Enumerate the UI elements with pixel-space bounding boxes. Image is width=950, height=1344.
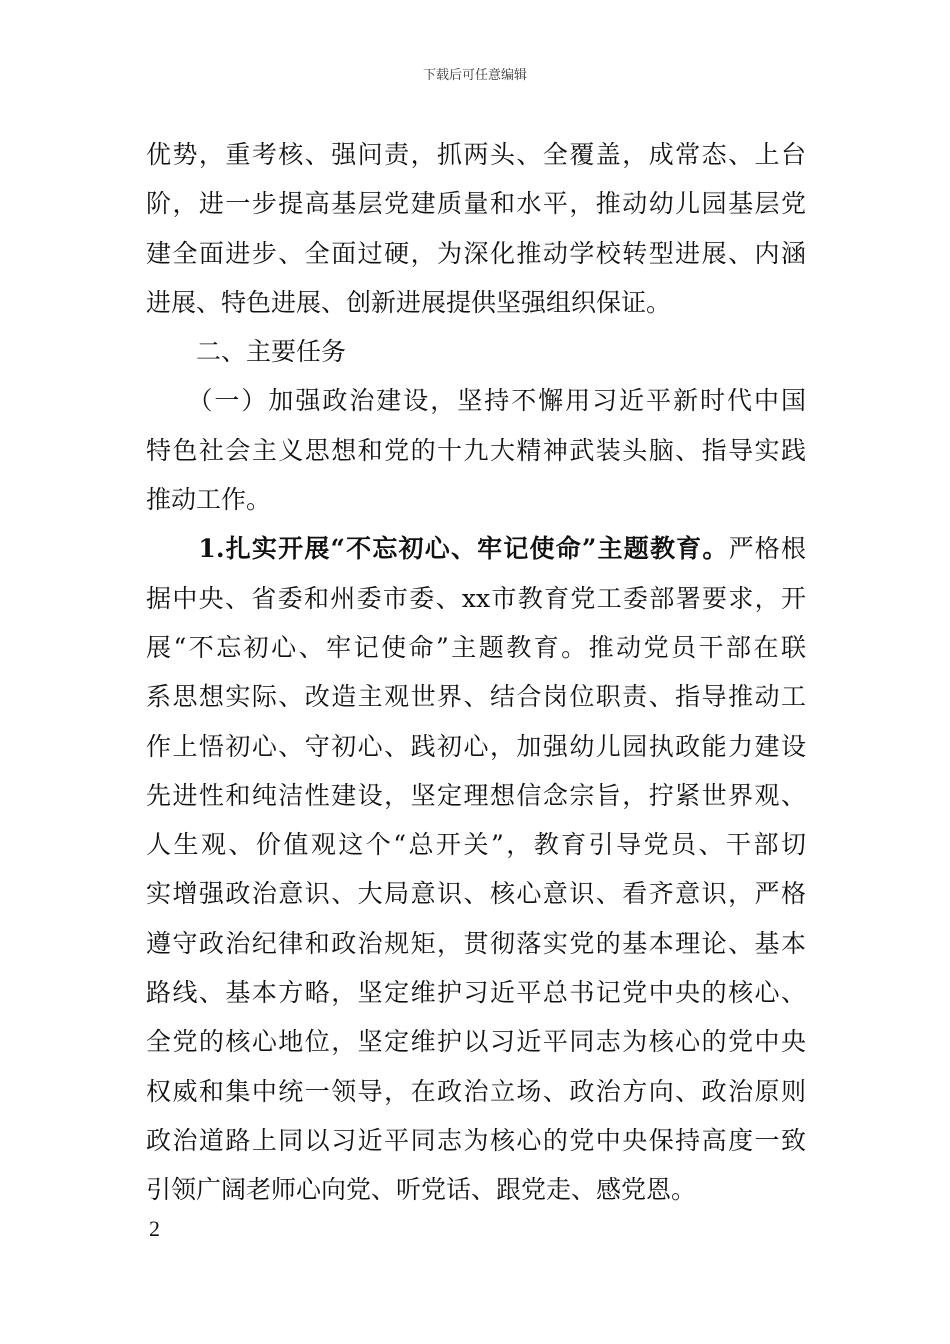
text-line: 阶，进一步提高基层党建质量和水平，推动幼儿园基层党	[146, 189, 806, 219]
text-line: （一）加强政治建设，坚持不懈用习近平新时代中国	[146, 386, 806, 416]
page-number: 2	[149, 1216, 160, 1241]
lead-tail: 严格根	[728, 534, 806, 564]
section-heading: 二、主要任务	[146, 337, 347, 367]
text-line: 全党的核心地位，坚定维护以习近平同志为核心的党中央	[146, 1027, 806, 1057]
body-text	[146, 130, 806, 1215]
text-line: 据中央、省委和州委市委、xx市教育党工委部署要求，开	[146, 583, 806, 613]
text-line: 展“不忘初心、牢记使命”主题教育。推动党员干部在联	[146, 632, 806, 662]
text-line: 先进性和纯洁性建设，坚定理想信念宗旨，拧紧世界观、	[146, 780, 806, 810]
text-line: 路线、基本方略，坚定维护习近平总书记党中央的核心、	[146, 978, 806, 1008]
text-line: 特色社会主义思想和党的十九大精神武装头脑、指导实践	[146, 435, 806, 465]
text-line: 系思想实际、改造主观世界、结合岗位职责、指导推动工	[146, 682, 806, 712]
text-line-lead	[146, 524, 806, 573]
text-line: 推动工作。	[146, 485, 272, 515]
text-line: 作上悟初心、守初心、践初心，加强幼儿园执政能力建设	[146, 731, 806, 761]
page-header: 下载后可任意编辑	[422, 68, 527, 83]
text-line: 引领广阔老师心向党、听党话、跟党走、感党恩。	[146, 1175, 697, 1205]
text-line: 遵守政治纪律和政治规矩，贯彻落实党的基本理论、基本	[146, 928, 806, 958]
text-line: 进展、特色进展、创新进展提供坚强组织保证。	[146, 287, 672, 317]
text-line: 建全面进步、全面过硬，为深化推动学校转型进展、内涵	[146, 238, 806, 268]
text-line: 权威和集中统一领导，在政治立场、政治方向、政治原则	[146, 1076, 806, 1106]
text-line: 人生观、价值观这个“总开关”，教育引导党员、干部切	[146, 830, 806, 860]
text-line: 政治道路上同以习近平同志为核心的党中央保持高度一致	[146, 1125, 806, 1155]
text-line: 实增强政治意识、大局意识、核心意识、看齐意识，严格	[146, 879, 806, 909]
text-line: 优势，重考核、强问责，抓两头、全覆盖，成常态、上台	[146, 140, 806, 169]
bold-lead: 1.扎实开展“不忘初心、牢记使命”主题教育。	[198, 534, 729, 564]
